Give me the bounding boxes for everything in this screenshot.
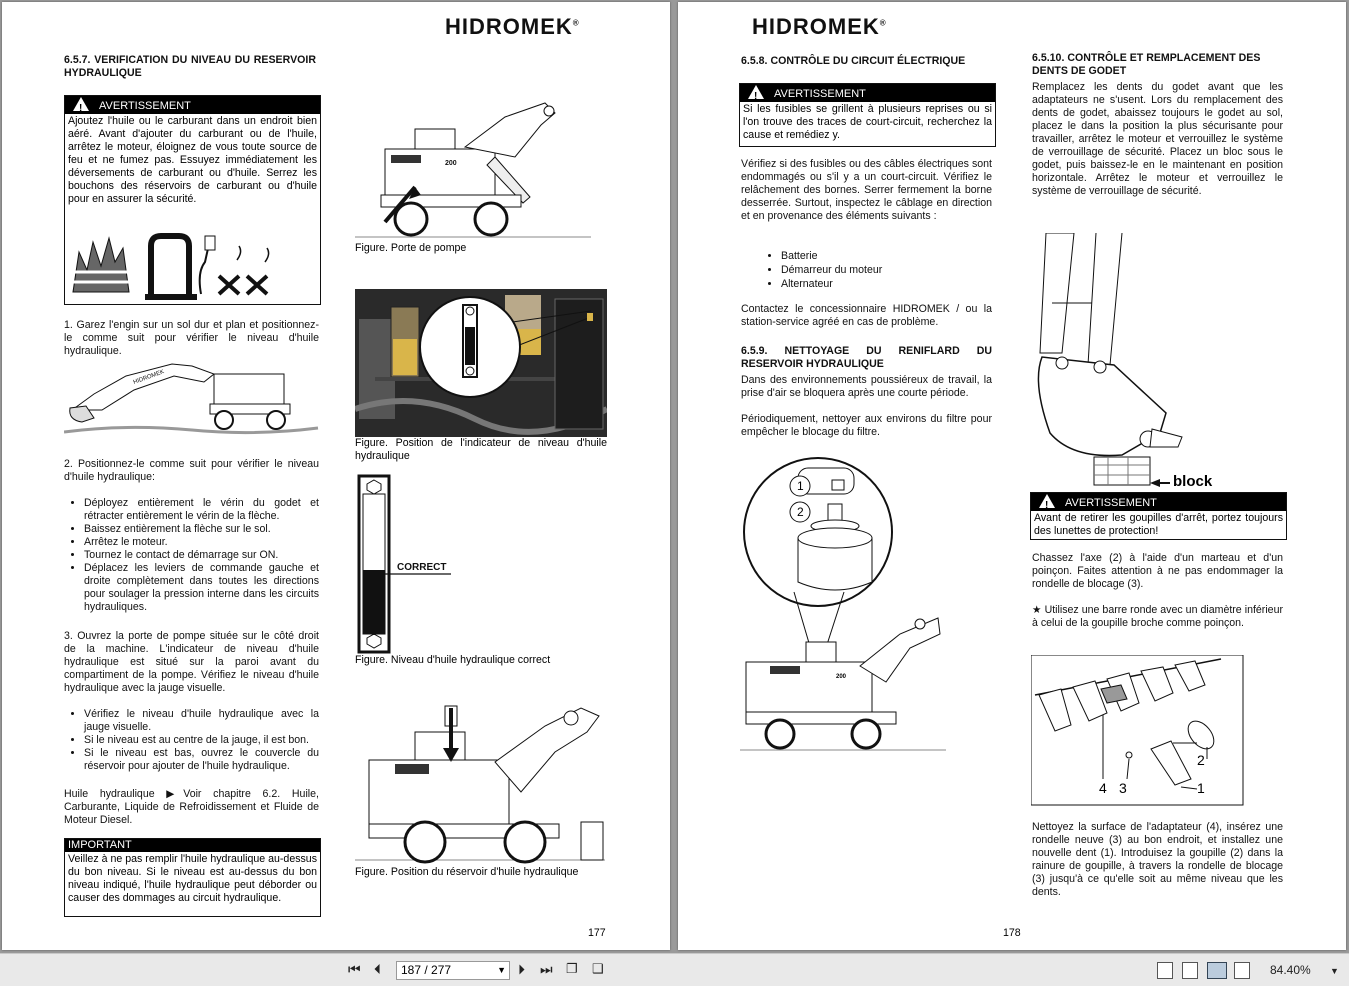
- two-page-view-icon[interactable]: [1207, 962, 1227, 979]
- dealer-contact-text: Contactez le concessionnaire HIDROMEK / ou la station-service agréé en cas de problème.: [741, 303, 992, 328]
- prev-page-icon[interactable]: ⏴: [374, 961, 381, 977]
- teeth-replacement-text: Remplacez les dents du godet avant que les adaptateurs ne s'usent. Lors du remplacement des dents de godet, abaissez toujours le godet au sol, placez le dans la position la plus sécurisante pour travailler, arrêtez le moteur et verrouillez le système de verrouillage de sécurité. Placez un bloc sous le godet, puis baissez-le en le maintenant en position horizontale. Arrêtez le moteur et verrouillez le système de verrouillage de sécurité.: [1032, 81, 1283, 197]
- breather-text-1: Dans des environnements poussiéreux de travail, la prise d'air se bloquera après une courte période.: [741, 374, 992, 399]
- list-item: • Baissez entièrement la flèche sur le sol.: [84, 523, 319, 536]
- fit-width-icon[interactable]: ❑: [592, 961, 604, 976]
- list-item: • Batterie: [781, 249, 961, 263]
- svg-text:200: 200: [445, 160, 457, 167]
- correct-label: CORRECT: [397, 562, 447, 573]
- svg-text:4: 4: [1099, 780, 1107, 796]
- list-item: • Déplacez les leviers de commande gauche et droite complètement dans toutes les directions pour soulager la pression interne dans les circuits hydrauliques.: [84, 562, 319, 614]
- warning-triangle-icon: !: [748, 85, 764, 99]
- safety-pictograms: [69, 232, 295, 300]
- warning-box-electrical: [739, 83, 996, 147]
- block-label: block: [1173, 473, 1213, 489]
- hidromek-logo: HIDROMEK®: [752, 14, 887, 39]
- list-item: • Démarreur du moteur: [781, 263, 961, 277]
- list-item: • Déployez entièrement le vérin du godet et rétracter entièrement le vérin de la flèche.: [84, 497, 319, 523]
- page-number: 177: [588, 927, 606, 939]
- svg-text:3: 3: [1119, 780, 1127, 796]
- install-new-tooth-text: Nettoyez la surface de l'adaptateur (4), insérez une rondelle neuve (3) au bon endroit, et installez une nouvelle dent (1). Introduisez la goupille (2) dans la rainure de goupille, à travers la rondelle de blocage (3) jusqu'à ce qu'elle soit au même niveau que les dents.: [1032, 821, 1283, 898]
- page-number: 178: [1003, 927, 1021, 939]
- bucket-teeth-figure: [1031, 655, 1245, 807]
- next-page-icon[interactable]: ⏵: [518, 961, 525, 977]
- svg-text:2: 2: [797, 505, 804, 519]
- warning-text: Avant de retirer les goupilles d'arrêt, portez toujours des lunettes de protection!: [1034, 512, 1283, 537]
- warning-header: ! AVERTISSEMENT: [740, 84, 995, 102]
- zoom-dropdown-icon[interactable]: ▼: [1330, 966, 1339, 976]
- oil-level-indicator-photo: [355, 289, 607, 437]
- hidromek-logo: HIDROMEK®: [445, 14, 580, 39]
- important-box: [64, 838, 321, 917]
- section-title-6-5-7: 6.5.7. VERIFICATION DU NIVEAU DU RESERVOIR HYDRAULIQUE: [64, 54, 316, 79]
- section-title-6-5-10: 6.5.10. CONTRÔLE ET REMPLACEMENT DES DENTS DE GODET: [1032, 52, 1261, 77]
- step-3-list: [64, 708, 319, 773]
- list-item: • Alternateur: [781, 277, 961, 291]
- warning-text: Si les fusibles se grillent à plusieurs reprises ou si l'on trouve des traces de court-circuit, recherchez la cause et remédiez y.: [743, 103, 992, 141]
- punch-note-text: ★ Utilisez une barre ronde avec un diamètre inférieur à celui de la goupille broche comme poinçon.: [1032, 604, 1283, 629]
- important-header: IMPORTANT: [65, 839, 320, 852]
- warning-box-goggles: [1030, 492, 1287, 540]
- continuous-view-icon[interactable]: [1182, 962, 1198, 979]
- warning-header: ! AVERTISSEMENT: [1031, 493, 1286, 511]
- figure-caption-pump-door: Figure. Porte de pompe: [355, 242, 467, 254]
- list-item: • Si le niveau est bas, ouvrez le couvercle du réservoir pour ajouter de l'huile hydraulique.: [84, 747, 319, 773]
- two-page-continuous-icon[interactable]: [1234, 962, 1250, 979]
- warning-triangle-icon: !: [73, 97, 89, 111]
- excavator-ground-figure: [64, 354, 320, 439]
- oil-reference: Huile hydraulique ▶Voir chapitre 6.2. Huile, Carburante, Liquide de Refroidissement et Fluide de Moteur Diesel.: [64, 788, 319, 826]
- last-page-icon[interactable]: ⏭: [540, 961, 553, 977]
- step-1-text: 1. Garez l'engin sur un sol dur et plan et positionnez-le comme suit pour vérifier le niveau d'huile hydraulique.: [64, 319, 319, 357]
- correct-oil-level-gauge: [355, 474, 465, 654]
- page-number-input[interactable]: 187 / 277 ▼: [396, 961, 510, 980]
- hydraulic-tank-position-figure: [355, 702, 607, 865]
- pdf-viewer-toolbar: [0, 953, 1349, 986]
- single-page-view-icon[interactable]: [1157, 962, 1173, 979]
- breather-figure: [740, 442, 950, 754]
- list-item: • Arrêtez le moteur.: [84, 536, 319, 549]
- no-smoking-icon: [219, 246, 269, 294]
- warning-box-left: [64, 95, 321, 305]
- step-2-list: [64, 497, 319, 614]
- svg-text:1: 1: [1197, 780, 1205, 796]
- first-page-icon[interactable]: ⏮: [348, 961, 361, 977]
- warning-header: ! AVERTISSEMENT: [65, 96, 320, 114]
- svg-text:2: 2: [1197, 752, 1205, 768]
- drive-pin-text: Chassez l'axe (2) à l'aide d'un marteau et d'un poinçon. Faites attention à ne pas endommager la rondelle de blocage (3).: [1032, 552, 1283, 590]
- step-3-text: 3. Ouvrez la porte de pompe située sur le côté droit de la machine. L'indicateur de niveau d'huile hydraulique est situé sur la paroi avant du compartiment de la pompe. Vérifiez le niveau d'huile hydraulique avec la jauge visuelle.: [64, 630, 319, 694]
- important-text: Veillez à ne pas remplir l'huile hydraulique au-dessus du bon niveau. Si le niveau est au-dessus du bon niveau indiqué, l'huile hydraulique peut déborder ou causer des dommages au circuit hydraulique.: [68, 853, 317, 904]
- svg-text:200: 200: [836, 674, 847, 680]
- right-page: [678, 2, 1346, 950]
- fire-icon: [73, 238, 129, 292]
- electrical-items-list: [761, 249, 961, 291]
- section-title-6-5-9: 6.5.9. NETTOYAGE DU RENIFLARD DU RESERVOIR HYDRAULIQUE: [741, 345, 992, 370]
- breather-text-2: Périodiquement, nettoyer aux environs du filtre pour empêcher le blocage du filtre.: [741, 413, 992, 438]
- figure-caption-tank-position: Figure. Position du réservoir d'huile hydraulique: [355, 866, 579, 878]
- figure-caption-correct-level: Figure. Niveau d'huile hydraulique correct: [355, 654, 551, 666]
- electrical-check-text: Vérifiez si des fusibles ou des câbles électriques sont endommagés ou s'il y a un court-circuit. Vérifiez le relâchement des bornes. Serrer fermement la borne desserrée. Surtout, inspectez le câblage en direction et en provenance des éléments suivants :: [741, 158, 992, 222]
- bucket-on-block-figure: [1032, 233, 1232, 489]
- svg-text:HIDROMEK: HIDROMEK: [132, 369, 166, 386]
- fuel-pump-icon: [145, 236, 197, 300]
- list-item: • Vérifiez le niveau d'huile hydraulique avec la jauge visuelle.: [84, 708, 319, 734]
- fit-page-icon[interactable]: ❐: [566, 961, 578, 976]
- list-item: • Si le niveau est au centre de la jauge, il est bon.: [84, 734, 319, 747]
- page-dropdown-icon[interactable]: ▼: [497, 965, 506, 975]
- zoom-level[interactable]: 84.40%: [1270, 963, 1311, 977]
- svg-text:1: 1: [797, 479, 804, 493]
- warning-text: Ajoutez l'huile ou le carburant dans un endroit bien aéré. Avant d'ajouter du carburant ou de l'huile, arrêtez le moteur, éloignez de vous toute source de feu et ne fumez pas. Essuyez immédiatement les déversements de carburant ou d'huile. Serrez les bouchons des réservoirs de carburant ou d'huile pour en assurer la sécurité.: [68, 115, 317, 205]
- figure-caption-oil-indicator: Figure. Position de l'indicateur de niveau d'huile hydraulique: [355, 437, 607, 462]
- list-item: • Tournez le contact de démarrage sur ON.: [84, 549, 319, 562]
- left-page: [2, 2, 670, 950]
- pump-door-figure: [355, 97, 595, 242]
- step-2-text: 2. Positionnez-le comme suit pour vérifier le niveau d'huile hydraulique:: [64, 458, 319, 483]
- fuel-nozzle-icon: [200, 236, 215, 294]
- section-title-6-5-8: 6.5.8. CONTRÔLE DU CIRCUIT ÉLECTRIQUE: [741, 55, 966, 67]
- warning-triangle-icon: !: [1039, 494, 1055, 508]
